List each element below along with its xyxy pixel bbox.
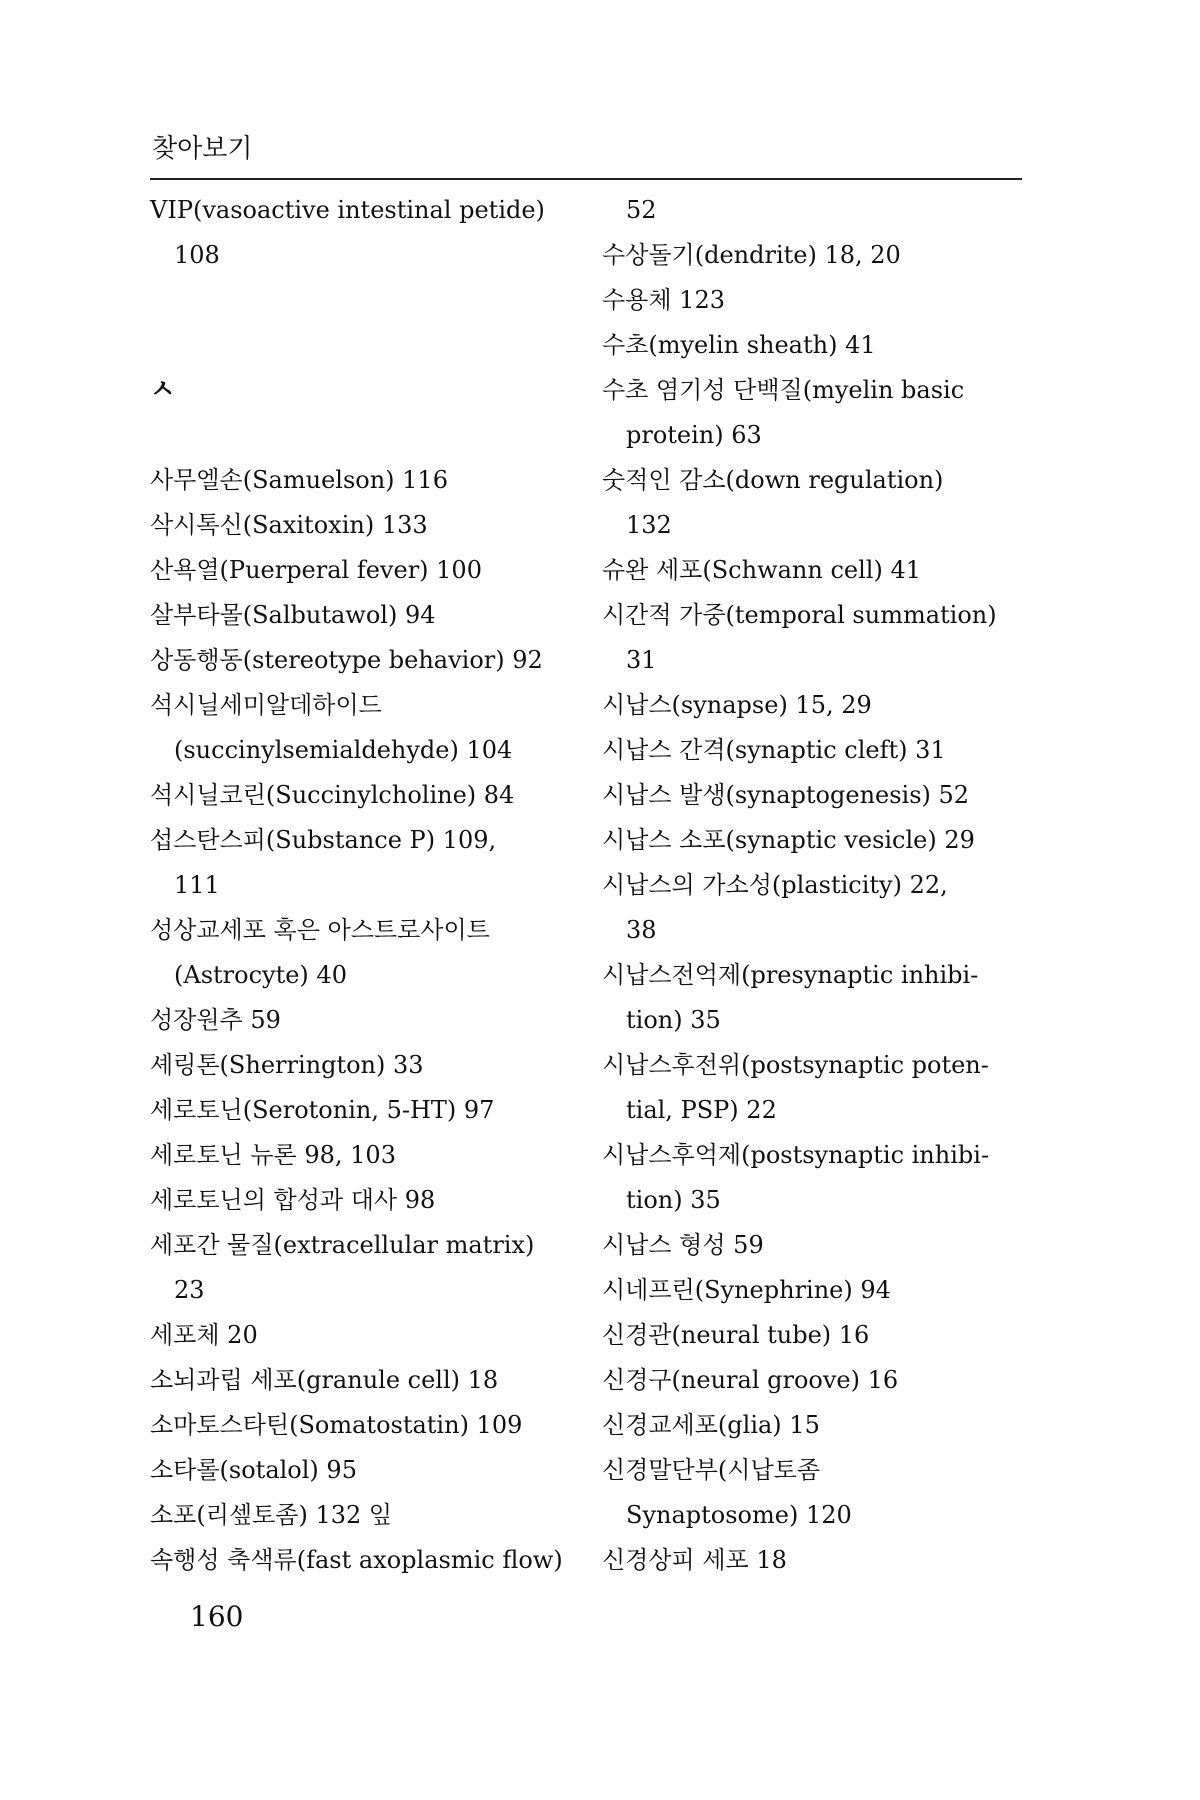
index-entry: Synaptosome) 120 [626,1501,852,1529]
index-entry: 석시닐코린(Succinylcholine) 84 [150,781,515,809]
index-entry: 사무엘손(Samuelson) 116 [150,466,448,494]
index-entry: 111 [174,871,220,899]
index-column-right [602,188,1022,1583]
index-entry: tion) 35 [626,1006,721,1034]
blank-line [150,278,580,323]
index-entry: 속행성 축색류(fast axoplasmic flow) [150,1546,563,1574]
index-entry: 수용체 123 [602,286,725,314]
index-entry: (succinylsemialdehyde) 104 [174,736,513,764]
index-entry: 세포체 20 [150,1321,258,1349]
index-entry: 숫적인 감소(down regulation) [602,466,944,494]
index-entry: 시납스(synapse) 15, 29 [602,691,872,719]
running-header: 찾아보기 [152,134,253,164]
blank-line [150,413,580,458]
index-entry: 38 [626,916,657,944]
index-entry: 성상교세포 혹은 아스트로사이트 [150,916,490,944]
index-entry: 52 [626,196,657,224]
index-entry: 세포간 물질(extracellular matrix) [150,1231,535,1259]
blank-line [150,323,580,368]
index-entry: 성장원추 59 [150,1006,281,1034]
index-entry: 수상돌기(dendrite) 18, 20 [602,241,901,269]
index-entry: 수초 염기성 단백질(myelin basic [602,376,965,404]
index-entry: 상동행동(stereotype behavior) 92 [150,646,543,674]
index-entry: 31 [626,646,657,674]
index-entry: 소포(리셒토좀) 132 잎 [150,1501,393,1529]
index-entry: 수초(myelin sheath) 41 [602,331,876,359]
index-entry: tion) 35 [626,1186,721,1214]
index-entry: 살부타몰(Salbutawol) 94 [150,601,436,629]
index-entry: 소타롤(sotalol) 95 [150,1456,357,1484]
index-entry: 시납스후전위(postsynaptic poten- [602,1051,989,1079]
index-entry: 시납스전억제(presynaptic inhibi- [602,961,979,989]
index-entry: VIP(vasoactive intestinal petide) [150,196,545,224]
index-entry: 세로토닌의 합성과 대사 98 [150,1186,436,1214]
index-entry: 세로토닌(Serotonin, 5-HT) 97 [150,1096,495,1124]
index-entry: 108 [174,241,220,269]
index-entry: 시납스 발생(synaptogenesis) 52 [602,781,970,809]
index-entry: 시간적 가중(temporal summation) [602,601,997,629]
index-entry: 신경구(neural groove) 16 [602,1366,899,1394]
index-entry: 산욕열(Puerperal fever) 100 [150,556,482,584]
index-entry: tial, PSP) 22 [626,1096,777,1124]
index-entry: (Astrocyte) 40 [174,961,347,989]
index-entry: 132 [626,511,672,539]
index-entry: 23 [174,1276,205,1304]
index-entry: 신경교세포(glia) 15 [602,1411,820,1439]
index-entry: 시네프린(Synephrine) 94 [602,1276,891,1304]
index-entry: 슈완 세포(Schwann cell) 41 [602,556,921,584]
index-entry: 세로토닌 뉴론 98, 103 [150,1141,396,1169]
index-entry: 삭시톡신(Saxitoxin) 133 [150,511,428,539]
index-entry: 신경말단부(시납토좀 [602,1456,821,1484]
index-entry: protein) 63 [626,421,762,449]
index-entry: 시납스후억제(postsynaptic inhibi- [602,1141,990,1169]
index-entry: 셰링톤(Sherrington) 33 [150,1051,424,1079]
index-entry: 시납스 간격(synaptic cleft) 31 [602,736,946,764]
index-entry: 신경상피 세포 18 [602,1546,787,1574]
index-entry: 시납스의 가소성(plasticity) 22, [602,871,948,899]
index-entry: 신경관(neural tube) 16 [602,1321,870,1349]
header-rule [150,178,1022,180]
index-entry: 소마토스타틴(Somatostatin) 109 [150,1411,523,1439]
index-entry: 섭스탄스피(Substance P) 109, [150,826,497,854]
index-column-left [150,188,580,1583]
section-letter: ㅅ [150,375,176,405]
index-entry: 시납스 형성 59 [602,1231,764,1259]
index-entry: 시납스 소포(synaptic vesicle) 29 [602,826,975,854]
page-number: 160 [190,1600,244,1633]
index-entry: 석시닐세미알데하이드 [150,691,382,719]
index-entry: 소뇌과립 세포(granule cell) 18 [150,1366,499,1394]
